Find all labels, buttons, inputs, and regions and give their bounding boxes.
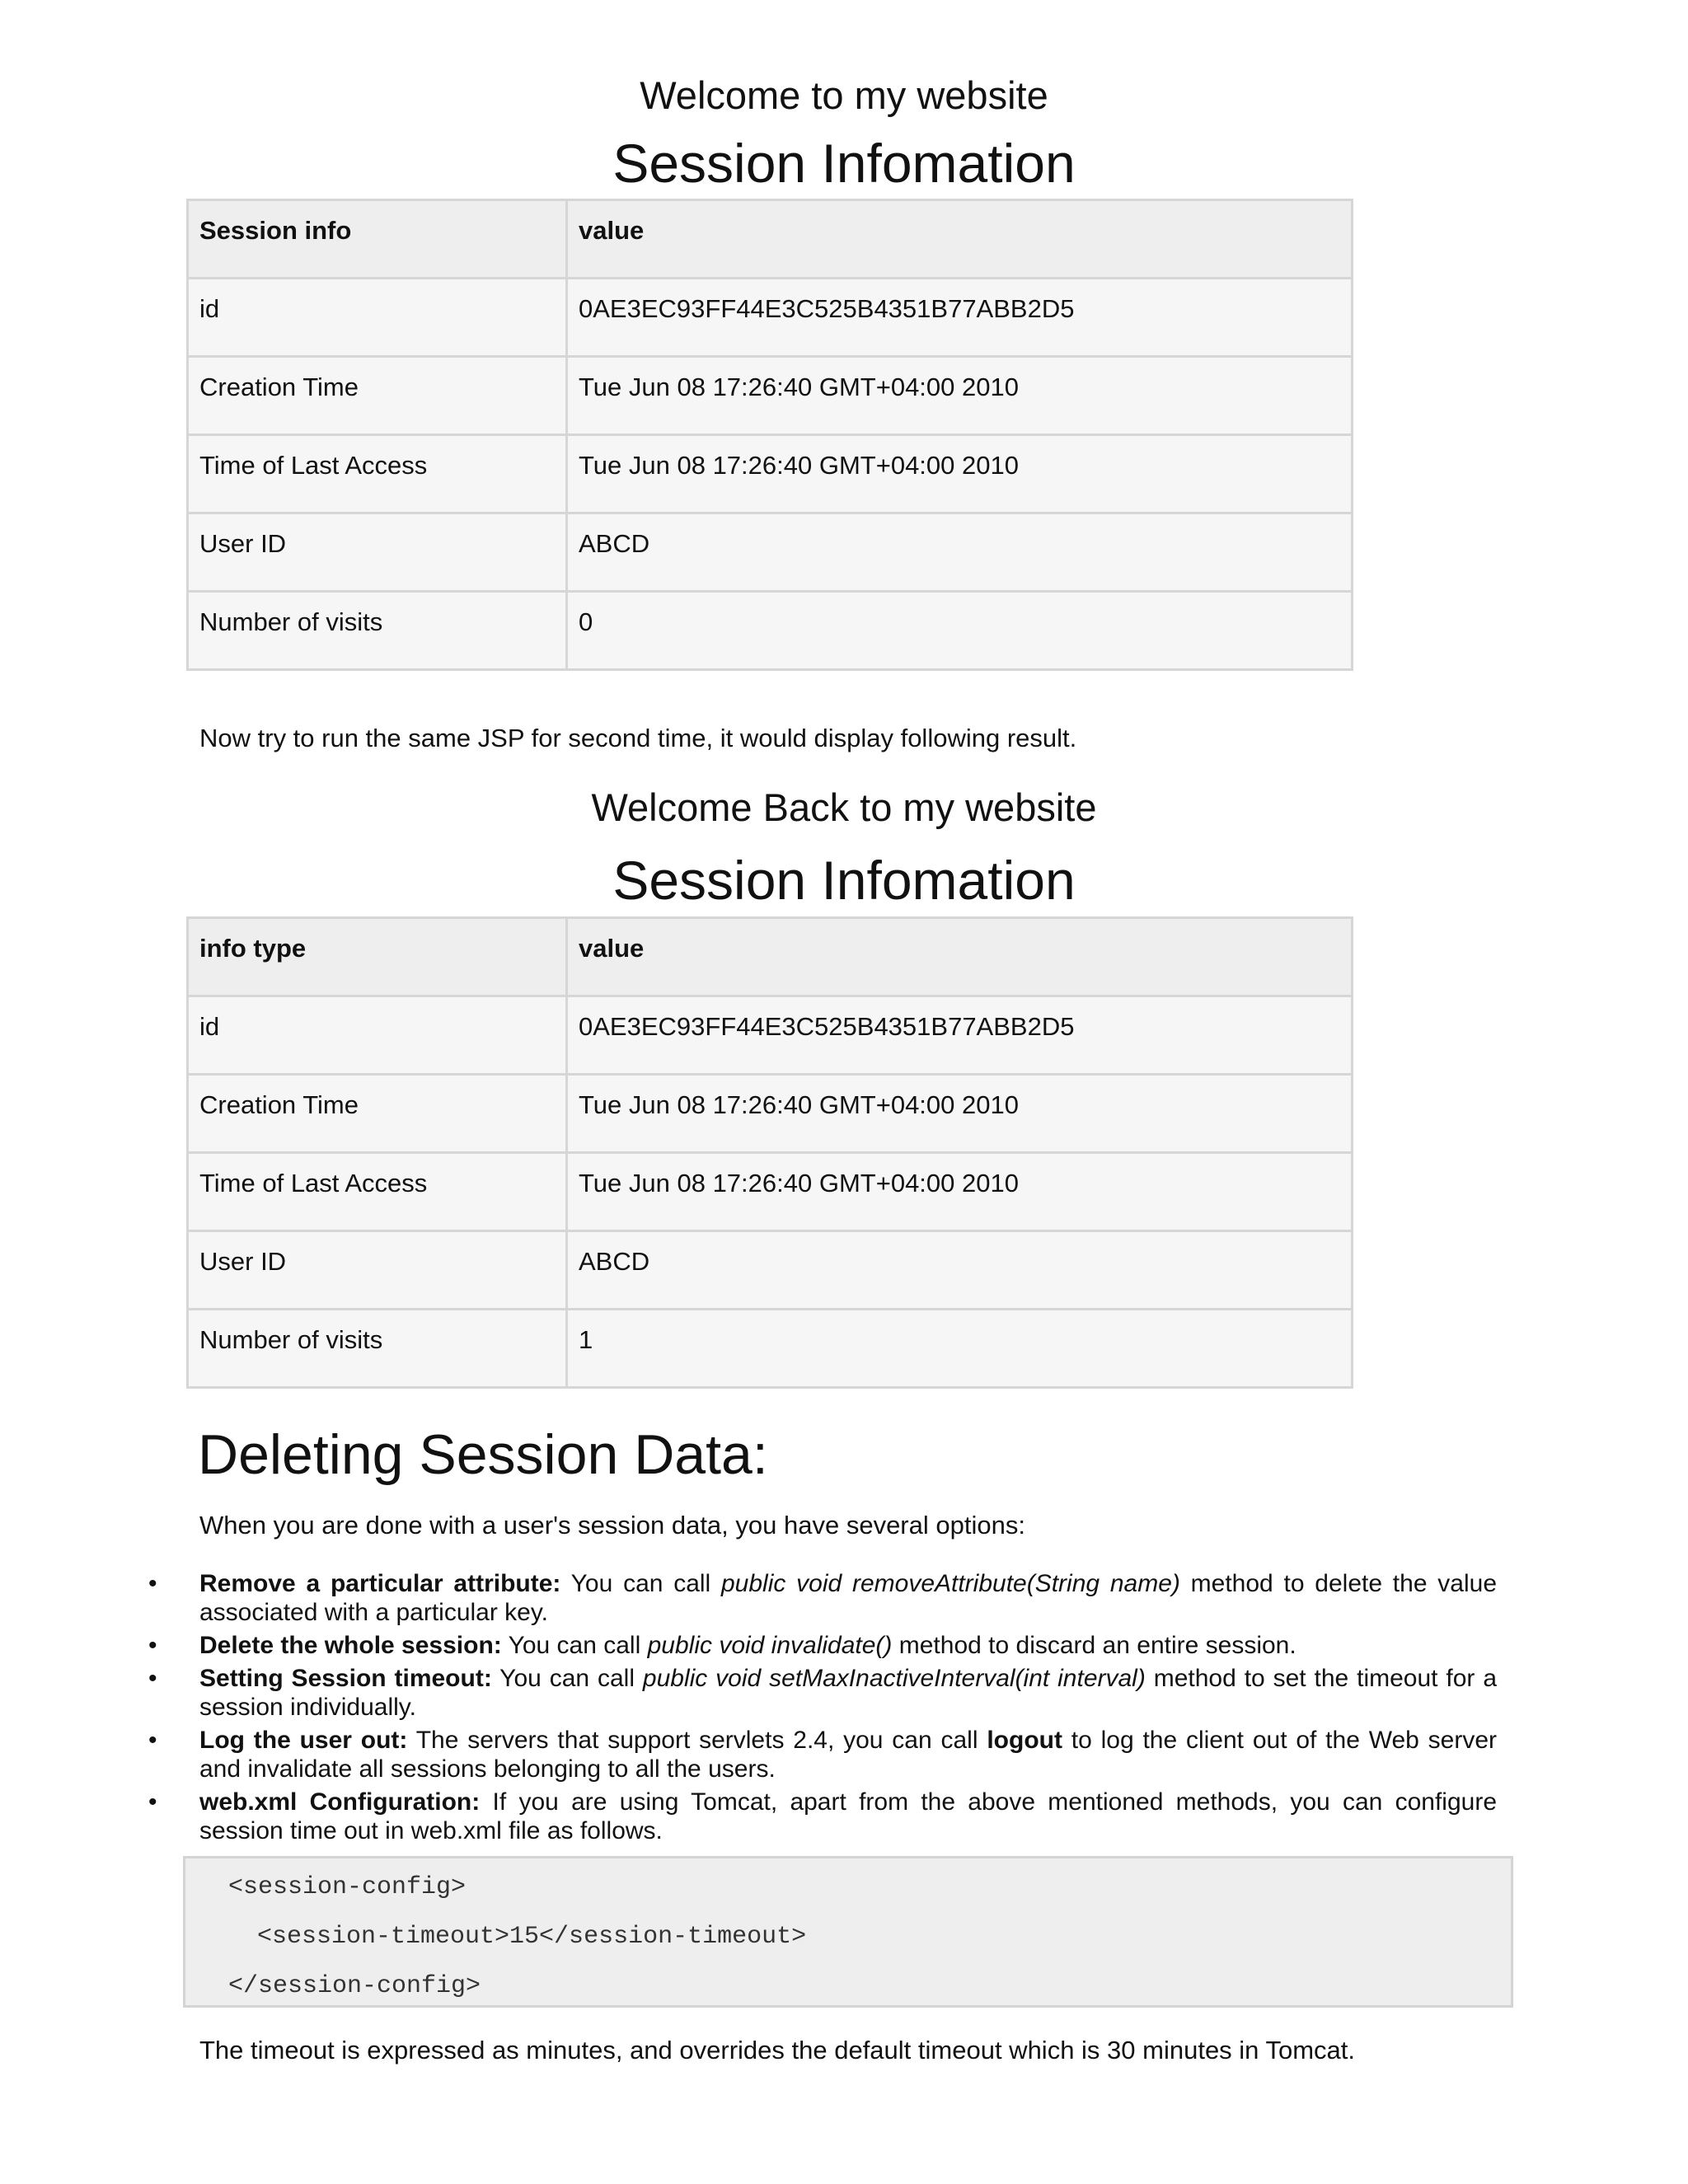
row-value: Tue Jun 08 17:26:40 GMT+04:00 2010 xyxy=(567,1153,1353,1231)
bullet-icon: • xyxy=(148,1570,157,1597)
row-value: Tue Jun 08 17:26:40 GMT+04:00 2010 xyxy=(567,357,1353,435)
list-item xyxy=(148,1726,1498,1783)
bullet-icon: • xyxy=(148,1665,157,1692)
timeout-footer-note: The timeout is expressed as minutes, and overrides the default timeout which is 30 minutes in Tomcat. xyxy=(199,2036,1356,2064)
table-row xyxy=(188,996,1353,1075)
option-text: You can call xyxy=(491,1665,643,1692)
code-block xyxy=(183,1856,1513,2008)
row-value: 0AE3EC93FF44E3C525B4351B77ABB2D5 xyxy=(567,279,1353,357)
deleting-session-heading: Deleting Session Data: xyxy=(198,1423,768,1486)
row-label: Number of visits xyxy=(188,1310,567,1388)
list-item xyxy=(148,1788,1498,1845)
bullet-icon: • xyxy=(148,1632,157,1659)
option-title: Delete the whole session: xyxy=(199,1632,502,1659)
bullet-icon: • xyxy=(148,1727,157,1754)
header-cell-info: Session info xyxy=(188,200,567,279)
option-title: web.xml Configuration: xyxy=(199,1788,481,1816)
list-item xyxy=(148,1664,1497,1722)
row-label: Number of visits xyxy=(188,592,567,670)
row-value: Tue Jun 08 17:26:40 GMT+04:00 2010 xyxy=(567,435,1353,513)
row-value: ABCD xyxy=(567,1231,1353,1310)
option-title: Setting Session timeout: xyxy=(199,1665,492,1692)
session-info-title-second: Session Infomation xyxy=(612,850,1076,911)
row-label: Time of Last Access xyxy=(188,435,567,513)
row-label: id xyxy=(188,996,567,1075)
table-header-row xyxy=(188,918,1353,996)
table-row xyxy=(188,592,1353,670)
welcome-back-heading: Welcome Back to my website xyxy=(591,785,1097,829)
second-run-intro: Now try to run the same JSP for second time, it would display following result. xyxy=(199,724,1077,752)
option-text: You can call xyxy=(501,1632,648,1659)
list-item xyxy=(148,1569,1497,1627)
table-row xyxy=(188,1231,1353,1310)
table-row xyxy=(188,279,1353,357)
row-label: Creation Time xyxy=(188,357,567,435)
option-text: method to delete the value associated with a particular key. xyxy=(199,1570,1497,1626)
table-header-row xyxy=(188,200,1353,279)
method-signature: public void removeAttribute(String name) xyxy=(721,1570,1180,1597)
session-info-table xyxy=(186,199,1353,671)
row-value: 0 xyxy=(567,592,1353,670)
header-cell-value: value xyxy=(567,918,1353,996)
row-value: 0AE3EC93FF44E3C525B4351B77ABB2D5 xyxy=(567,996,1353,1075)
option-text: to log the client out of the Web server and invalidate all sessions belonging to all the users. xyxy=(199,1727,1498,1783)
option-text: method to discard an entire session. xyxy=(892,1632,1296,1659)
row-label: User ID xyxy=(188,1231,567,1310)
row-label: Creation Time xyxy=(188,1075,567,1153)
option-text: method to set the timeout for a session individually. xyxy=(199,1665,1497,1721)
welcome-heading: Welcome to my website xyxy=(640,73,1048,117)
table-row xyxy=(188,1310,1353,1388)
table-row xyxy=(188,1075,1353,1153)
list-item xyxy=(148,1631,1497,1660)
method-signature: public void invalidate() xyxy=(647,1632,893,1659)
method-signature: public void setMaxInactiveInterval(int interval) xyxy=(642,1665,1146,1692)
table-row xyxy=(188,1153,1353,1231)
table-row xyxy=(188,435,1353,513)
row-value: Tue Jun 08 17:26:40 GMT+04:00 2010 xyxy=(567,1075,1353,1153)
code-line: <session-timeout>15</session-timeout> xyxy=(257,1923,807,1951)
option-title: Log the user out: xyxy=(199,1727,408,1754)
code-line: </session-config> xyxy=(228,1972,481,2000)
logout-keyword: logout xyxy=(987,1727,1062,1754)
table-row xyxy=(188,357,1353,435)
header-cell-info-type: info type xyxy=(188,918,567,996)
row-value: ABCD xyxy=(567,513,1353,592)
row-label: Time of Last Access xyxy=(188,1153,567,1231)
bullet-icon: • xyxy=(148,1788,157,1816)
table-row xyxy=(188,513,1353,592)
header-cell-value: value xyxy=(567,200,1353,279)
option-title: Remove a particular attribute: xyxy=(199,1570,561,1597)
option-text: You can call xyxy=(560,1570,721,1597)
row-value: 1 xyxy=(567,1310,1353,1388)
options-list xyxy=(148,1569,1498,1849)
option-text: If you are using Tomcat, apart from the above mentioned methods, you can configure session time out in web.xml file as follows. xyxy=(199,1788,1498,1844)
option-text: The servers that support servlets 2.4, you can call xyxy=(407,1727,987,1754)
row-label: User ID xyxy=(188,513,567,592)
deleting-intro: When you are done with a user's session data, you have several options: xyxy=(199,1511,1025,1540)
session-info-table-second xyxy=(186,916,1353,1389)
row-label: id xyxy=(188,279,567,357)
code-line: <session-config> xyxy=(228,1873,467,1901)
session-info-title: Session Infomation xyxy=(612,133,1076,194)
